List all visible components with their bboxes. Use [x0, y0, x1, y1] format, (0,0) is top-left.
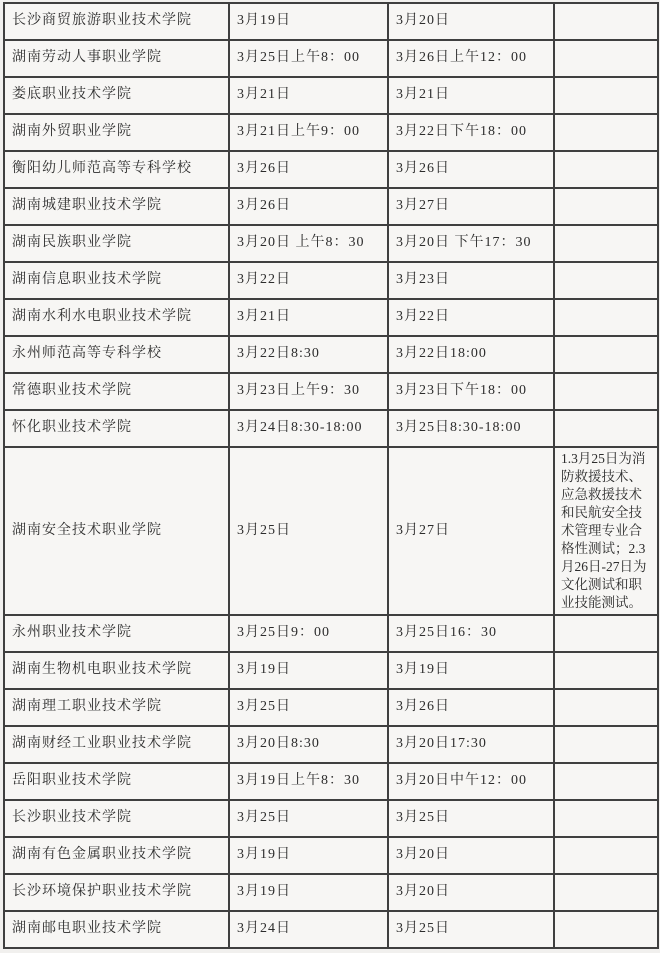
- start-time-cell: 3月19日上午8：30: [229, 763, 388, 800]
- start-time-cell: 3月24日: [229, 911, 388, 948]
- note-text: 1.3月25日为消防救援技术、应急救援技术和民航安全技术管理专业合格性测试；2.3月26日-27日为文化测试和职业技能测试。: [561, 451, 647, 610]
- end-time-cell: 3月20日中午12：00: [388, 763, 554, 800]
- table-row: [4, 299, 658, 336]
- note-cell: [554, 615, 658, 652]
- note-cell: [554, 151, 658, 188]
- start-time-cell: 3月25日: [229, 689, 388, 726]
- school-name-cell: 岳阳职业技术学院: [4, 763, 229, 800]
- schedule-table-body: [4, 3, 658, 948]
- table-row: [4, 410, 658, 447]
- end-time-cell: 3月22日下午18：00: [388, 114, 554, 151]
- note-cell: [554, 262, 658, 299]
- note-cell: [554, 188, 658, 225]
- end-time-cell: 3月26日: [388, 151, 554, 188]
- table-row: [4, 763, 658, 800]
- note-cell: [554, 800, 658, 837]
- school-name-cell: 湖南信息职业技术学院: [4, 262, 229, 299]
- school-name-cell: 湖南水利水电职业技术学院: [4, 299, 229, 336]
- start-time-cell: 3月19日: [229, 652, 388, 689]
- end-time-cell: 3月27日: [388, 447, 554, 615]
- note-cell: [554, 726, 658, 763]
- table-row: [4, 911, 658, 948]
- note-cell: [554, 911, 658, 948]
- note-cell: [554, 3, 658, 40]
- school-name-cell: 衡阳幼儿师范高等专科学校: [4, 151, 229, 188]
- end-time-cell: 3月25日: [388, 800, 554, 837]
- start-time-cell: 3月25日上午8：00: [229, 40, 388, 77]
- table-row: [4, 447, 658, 615]
- document-page: [0, 2, 660, 953]
- end-time-cell: 3月20日 下午17：30: [388, 225, 554, 262]
- table-row: [4, 726, 658, 763]
- end-time-cell: 3月25日8:30-18:00: [388, 410, 554, 447]
- table-row: [4, 3, 658, 40]
- school-name-cell: 湖南民族职业学院: [4, 225, 229, 262]
- table-row: [4, 114, 658, 151]
- note-cell: [554, 652, 658, 689]
- end-time-cell: 3月20日: [388, 874, 554, 911]
- school-name-cell: 长沙商贸旅游职业技术学院: [4, 3, 229, 40]
- table-row: [4, 151, 658, 188]
- start-time-cell: 3月19日: [229, 874, 388, 911]
- start-time-cell: 3月22日: [229, 262, 388, 299]
- start-time-cell: 3月21日: [229, 77, 388, 114]
- end-time-cell: 3月20日: [388, 3, 554, 40]
- table-row: [4, 837, 658, 874]
- note-cell: [554, 447, 658, 615]
- end-time-cell: 3月21日: [388, 77, 554, 114]
- start-time-cell: 3月19日: [229, 3, 388, 40]
- end-time-cell: 3月22日18:00: [388, 336, 554, 373]
- start-time-cell: 3月22日8:30: [229, 336, 388, 373]
- note-cell: [554, 114, 658, 151]
- start-time-cell: 3月21日: [229, 299, 388, 336]
- school-name-cell: 湖南有色金属职业技术学院: [4, 837, 229, 874]
- start-time-cell: 3月26日: [229, 188, 388, 225]
- table-row: [4, 262, 658, 299]
- end-time-cell: 3月20日17:30: [388, 726, 554, 763]
- school-name-cell: 永州师范高等专科学校: [4, 336, 229, 373]
- table-row: [4, 652, 658, 689]
- start-time-cell: 3月20日 上午8：30: [229, 225, 388, 262]
- school-name-cell: 怀化职业技术学院: [4, 410, 229, 447]
- note-cell: [554, 837, 658, 874]
- end-time-cell: 3月23日: [388, 262, 554, 299]
- end-time-cell: 3月25日16：30: [388, 615, 554, 652]
- note-cell: [554, 77, 658, 114]
- exam-schedule-table: [3, 2, 659, 949]
- end-time-cell: 3月20日: [388, 837, 554, 874]
- note-cell: [554, 689, 658, 726]
- school-name-cell: 常德职业技术学院: [4, 373, 229, 410]
- end-time-cell: 3月25日: [388, 911, 554, 948]
- school-name-cell: 湖南生物机电职业技术学院: [4, 652, 229, 689]
- start-time-cell: 3月25日: [229, 800, 388, 837]
- start-time-cell: 3月26日: [229, 151, 388, 188]
- start-time-cell: 3月19日: [229, 837, 388, 874]
- start-time-cell: 3月25日: [229, 447, 388, 615]
- note-cell: [554, 410, 658, 447]
- note-cell: [554, 336, 658, 373]
- end-time-cell: 3月23日下午18：00: [388, 373, 554, 410]
- end-time-cell: 3月26日: [388, 689, 554, 726]
- table-row: [4, 77, 658, 114]
- note-cell: [554, 40, 658, 77]
- table-row: [4, 188, 658, 225]
- school-name-cell: 娄底职业技术学院: [4, 77, 229, 114]
- start-time-cell: 3月23日上午9：30: [229, 373, 388, 410]
- school-name-cell: 湖南财经工业职业技术学院: [4, 726, 229, 763]
- note-cell: [554, 763, 658, 800]
- note-cell: [554, 225, 658, 262]
- start-time-cell: 3月20日8:30: [229, 726, 388, 763]
- table-row: [4, 615, 658, 652]
- school-name-cell: 湖南劳动人事职业学院: [4, 40, 229, 77]
- note-cell: [554, 874, 658, 911]
- note-cell: [554, 299, 658, 336]
- table-row: [4, 40, 658, 77]
- start-time-cell: 3月24日8:30-18:00: [229, 410, 388, 447]
- table-row: [4, 689, 658, 726]
- school-name-cell: 湖南城建职业技术学院: [4, 188, 229, 225]
- end-time-cell: 3月19日: [388, 652, 554, 689]
- table-row: [4, 336, 658, 373]
- table-row: [4, 373, 658, 410]
- start-time-cell: 3月25日9：00: [229, 615, 388, 652]
- school-name-cell: 湖南邮电职业技术学院: [4, 911, 229, 948]
- school-name-cell: 湖南理工职业技术学院: [4, 689, 229, 726]
- table-row: [4, 800, 658, 837]
- table-row: [4, 225, 658, 262]
- table-row: [4, 874, 658, 911]
- end-time-cell: 3月22日: [388, 299, 554, 336]
- end-time-cell: 3月26日上午12：00: [388, 40, 554, 77]
- school-name-cell: 湖南安全技术职业学院: [4, 447, 229, 615]
- start-time-cell: 3月21日上午9：00: [229, 114, 388, 151]
- school-name-cell: 永州职业技术学院: [4, 615, 229, 652]
- note-cell: [554, 373, 658, 410]
- school-name-cell: 湖南外贸职业学院: [4, 114, 229, 151]
- school-name-cell: 长沙环境保护职业技术学院: [4, 874, 229, 911]
- school-name-cell: 长沙职业技术学院: [4, 800, 229, 837]
- end-time-cell: 3月27日: [388, 188, 554, 225]
